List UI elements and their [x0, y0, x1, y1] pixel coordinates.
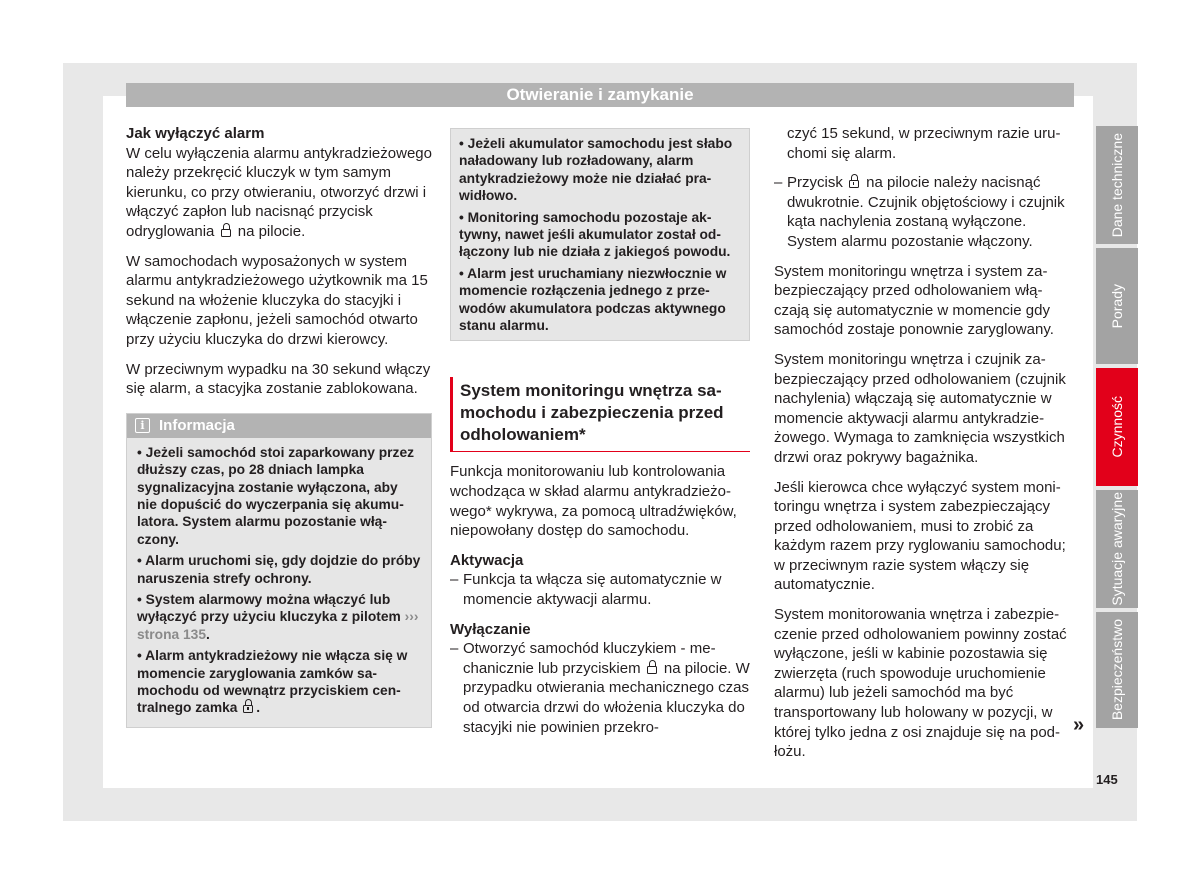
- tab-czynnosc[interactable]: Czynność: [1096, 368, 1138, 486]
- paragraph: System monitoringu wnętrza i system zabezpieczający przed odholowaniem włączają się automatycznie w momencie gdy samochód zostaje ponownie zaryglowany.: [774, 262, 1054, 339]
- paragraph: System monitorowania wnętrza i zabezpieczenie przed odholowaniem powinny zostać wyłączone, jeśli w kabinie pozostawia się zwierzęta (ruch spowoduje uruchomienie alarmu) lub jeżeli samochód ma być transportowany lub holowany w pozycji, w której tylko jedna z osi znajduje się na podłożu.: [774, 606, 1067, 761]
- activation-heading: Aktywacja: [450, 551, 524, 569]
- section-heading: System monitoringu wnętrza samochodu i zabezpieczenia przed odholowaniem*: [450, 377, 750, 452]
- lock-icon: [243, 705, 253, 713]
- page-title: Otwieranie i zamykanie: [126, 83, 1074, 107]
- info-box-body: [127, 438, 431, 727]
- warning-bullet: • Jeżeli akumulator samochodu jest słabo naładowany lub rozładowany, alarm antykradzieżowy może nie działać prawidłowo.: [459, 136, 733, 204]
- info-icon: i: [135, 418, 150, 433]
- info-bullet: • Alarm antykradzieżowy nie włącza się w momencie zaryglowania zamków samochodu od wewnątrz przyciskiem centralnego zamka .: [137, 648, 408, 716]
- page-reference-link[interactable]: ››› strona 135: [137, 609, 419, 642]
- paragraph: Funkcja monitorowaniu lub kontrolowania wchodząca w skład alarmu antykradzieżowego* wykrywa, za pomocą ultradźwięków, niepowołany dostęp do samochodu.: [450, 463, 737, 540]
- paragraph: W przeciwnym wypadku na 30 sekund włączy się alarm, a stacyjka zostanie zablokowana.: [126, 360, 431, 398]
- column-middle: [450, 124, 750, 737]
- paragraph: Jeśli kierowca chce wyłączyć system monitoringu wnętrza i system zabezpieczający przed odholowaniem, musi to zrobić za każdym razem przy ryglowaniu samochodu; w przeciwnym razie system włączy się automatycznie.: [774, 478, 1066, 594]
- tab-sytuacje-awaryjne[interactable]: Sytuacje awaryjne: [1096, 490, 1138, 608]
- lock-icon: [849, 180, 859, 188]
- paragraph: System monitoringu wnętrza i czujnik zabezpieczający przed odholowaniem (czujnik nachylenia) włączają się automatycznie w momencie aktywacji alarmu antykradzieżowego. Wymaga to zamknięcia wszystkich drzwi oraz pokrywy bagażnika.: [774, 350, 1066, 466]
- list-item: – Otworzyć samochód kluczykiem - mechanicznie lub przyciskiem na pilocie. W przypadku otwierania mechanicznego czas od otwarcia drzwi do włożenia kluczyka do stacyjki nie powinien przekro-: [450, 640, 750, 736]
- warning-box: [450, 128, 750, 341]
- tab-bezpieczenstwo[interactable]: Bezpieczeństwo: [1096, 612, 1138, 728]
- alarm-off-heading: Jak wyłączyć alarm: [126, 125, 265, 142]
- info-bullet: • Jeżeli samochód stoi zaparkowany przez dłuższy czas, po 28 dniach lampka sygnalizacyjna zostanie wyłączona, aby nie dopuścić do wyczerpania się akumulatora. System alarmu pozostanie włączony.: [137, 444, 415, 547]
- list-item: – Przycisk na pilocie należy nacisnąć dwukrotnie. Czujnik objętościowy i czujnik kąta nachylenia zostaną wyłączone. System alarmu pozostanie włączony.: [774, 174, 1065, 250]
- tab-dane-techniczne[interactable]: Dane techniczne: [1096, 126, 1138, 244]
- column-right: [774, 124, 1072, 772]
- continue-arrow-icon: »: [1073, 714, 1085, 736]
- unlock-icon: [221, 229, 231, 237]
- warning-bullet: • Alarm jest uruchamiany niezwłocznie w momencie rozłączenia jednego z przewodów akumulatora podczas aktywnego stanu alarmu.: [459, 265, 727, 334]
- paragraph: czyć 15 sekund, w przeciwnym razie uruchomi się alarm.: [787, 125, 1061, 162]
- unlock-icon: [647, 666, 657, 674]
- info-box-header: [127, 414, 431, 438]
- paragraph: W celu wyłączenia alarmu antykradzieżowego należy przekręcić kluczyk w tym samym kierunku, co przy otwieraniu, otworzyć drzwi i włączyć zapłon lub nacisnąć przycisk odryglowania na pilocie.: [126, 144, 432, 240]
- paragraph: W samochodach wyposażonych w system alarmu antykradzieżowego użytkownik ma 15 sekund na włożenie kluczyka do stacyjki i włączenie zapłonu, jeżeli samochód otwarto przy użyciu kluczyka do drzwi kierowcy.: [126, 252, 428, 348]
- tab-porady[interactable]: Porady: [1096, 248, 1138, 364]
- info-box-label: Informacja: [159, 416, 235, 434]
- info-bullet: • System alarmowy można włączyć lub wyłączyć przy użyciu kluczyka z pilotem ››› strona 135.: [137, 591, 419, 642]
- warning-bullet: • Monitoring samochodu pozostaje aktywny, nawet jeśli akumulator został odłączony lub nie działa z jakiegoś powodu.: [459, 209, 731, 260]
- column-left: [126, 124, 432, 728]
- deactivation-heading: Wyłączanie: [450, 620, 531, 638]
- info-bullet: • Alarm uruchomi się, gdy dojdzie do próby naruszenia strefy ochrony.: [137, 553, 421, 586]
- page-number: 145: [1096, 772, 1118, 787]
- list-item: – Funkcja ta włącza się automatycznie w momencie aktywacji alarmu.: [450, 571, 722, 609]
- info-box: [126, 413, 432, 728]
